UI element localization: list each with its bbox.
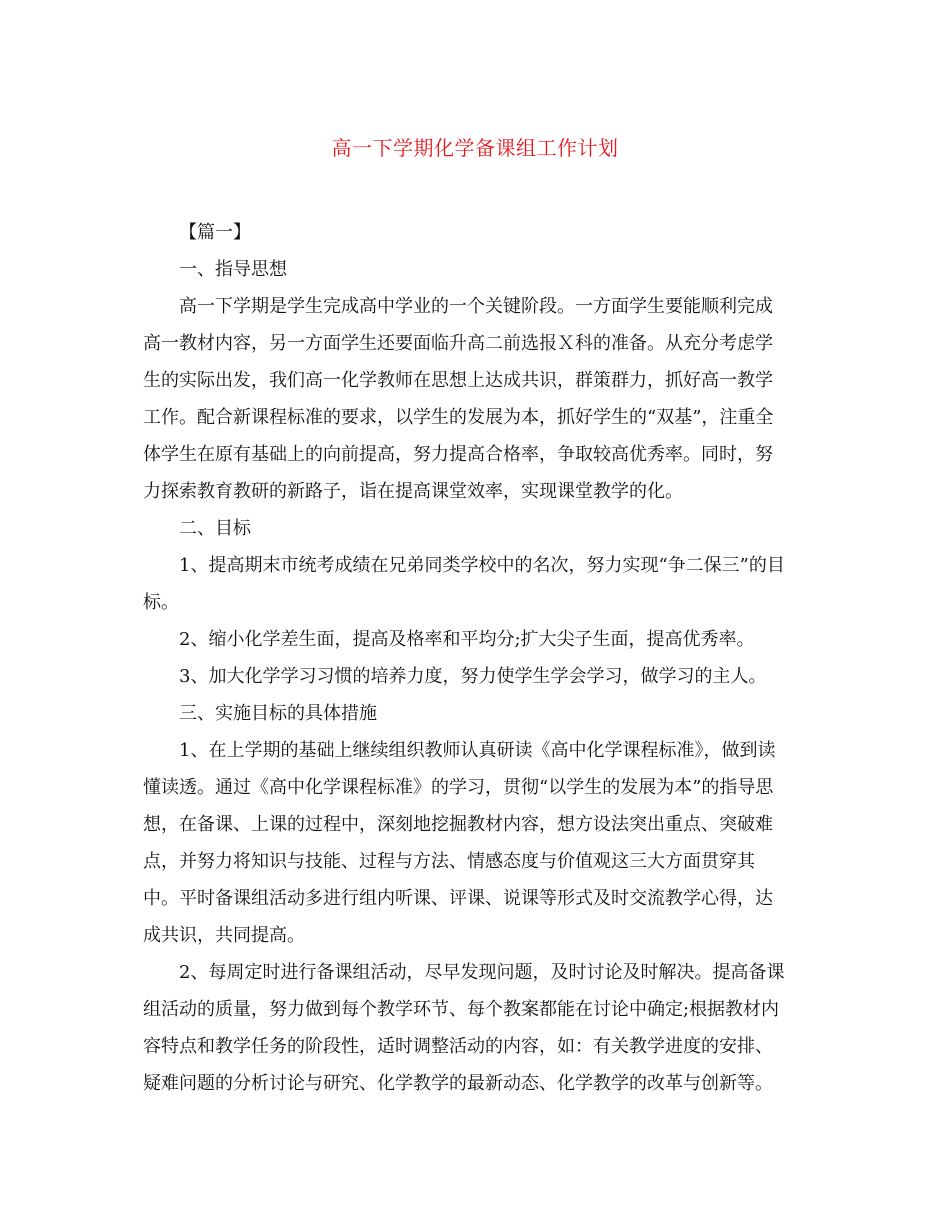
text-line: 体学生在原有基础上的向前提高，努力提高合格率，争取较高优秀率。同时，努: [143, 444, 773, 465]
text-line: 懂读透。通过《高中化学课程标准》的学习，贯彻“以学生的发展为本”的指导思: [143, 777, 774, 798]
text-line: 工作。配合新课程标准的要求，以学生的发展为本，抓好学生的“双基”，注重全: [143, 407, 774, 428]
document-title: 高一下学期化学备课组工作计划: [331, 136, 619, 160]
text-line: 高一教材内容，另一方面学生还要面临升高二前选报Ｘ科的准备。从充分考虑学: [143, 333, 773, 354]
text-line: 3、加大化学学习习惯的培养力度，努力使学生学会学习，做学习的主人。: [179, 666, 767, 687]
text-line: 想，在备课、上课的过程中，深刻地挖掘教材内容，想方设法突出重点、突破难: [143, 814, 773, 835]
text-line: 1、在上学期的基础上继续组织教师认真研读《高中化学课程标准》，做到读: [179, 740, 776, 761]
text-line: 高一下学期是学生完成高中学业的一个关键阶段。一方面学生要能顺利完成: [179, 296, 773, 317]
text-line: 三、实施目标的具体措施: [179, 703, 377, 724]
text-line: 力探索教育教研的新路子，诣在提高课堂效率，实现课堂教学的化。: [143, 481, 683, 502]
text-line: 容特点和教学任务的阶段性，适时调整活动的内容，如：有关教学进度的安排、: [143, 1036, 773, 1057]
text-line: 1、提高期末市统考成绩在兄弟同类学校中的名次，努力实现“争二保三”的目: [179, 555, 785, 576]
text-line: 疑难问题的分析讨论与研究、化学教学的最新动态、化学教学的改革与创新等。: [143, 1073, 773, 1094]
text-line: 一、指导思想: [179, 259, 287, 280]
text-line: 二、目标: [179, 518, 251, 539]
text-line: 组活动的质量，努力做到每个教学环节、每个教案都能在讨论中确定;根据教材内: [143, 999, 780, 1020]
text-line: 生的实际出发，我们高一化学教师在思想上达成共识，群策群力，抓好高一教学: [143, 370, 773, 391]
text-line: 点，并努力将知识与技能、过程与方法、情感态度与价值观这三大方面贯穿其: [143, 851, 755, 872]
document-body: [143, 214, 808, 1102]
text-line: 成共识，共同提高。: [143, 925, 305, 946]
text-line: 标。: [143, 592, 179, 613]
text-line: 【篇一】: [179, 222, 251, 243]
text-line: 2、缩小化学差生面，提高及格率和平均分;扩大尖子生面，提高优秀率。: [179, 629, 755, 650]
text-line: 2、每周定时进行备课组活动，尽早发现问题，及时讨论及时解决。提高备课: [179, 962, 785, 983]
text-line: 中。平时备课组活动多进行组内听课、评课、说课等形式及时交流教学心得，达: [143, 888, 773, 909]
